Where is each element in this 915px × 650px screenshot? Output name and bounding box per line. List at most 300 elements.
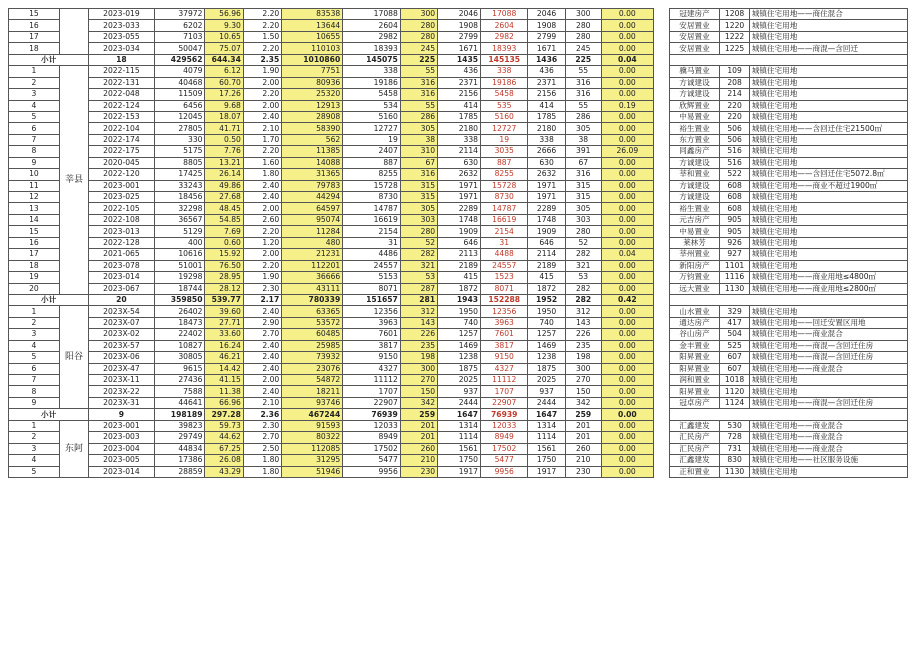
table-cell: 300 bbox=[400, 363, 437, 374]
table-cell: 338 bbox=[481, 66, 528, 77]
subtotal-cell: 1943 bbox=[438, 294, 481, 305]
table-cell: 226 bbox=[565, 329, 601, 340]
subtotal-row bbox=[9, 54, 908, 65]
table-cell: 2371 bbox=[438, 77, 481, 88]
table-cell: 143 bbox=[400, 317, 437, 328]
table-cell: 342 bbox=[565, 397, 601, 408]
table-cell: 51001 bbox=[154, 260, 205, 271]
land-use-cell: 城镇住宅用地——商业混合 bbox=[749, 420, 907, 431]
subtotal-cell: 145075 bbox=[343, 54, 401, 65]
district-cell: 莘县 bbox=[59, 66, 88, 295]
table-cell: 2023-003 bbox=[89, 432, 155, 443]
table-cell: 0.00 bbox=[601, 123, 653, 134]
table-cell: 22907 bbox=[481, 397, 528, 408]
land-use-cell: 城镇住宅用地 bbox=[749, 157, 907, 168]
table-cell: 8071 bbox=[343, 283, 401, 294]
table-cell: 887 bbox=[481, 157, 528, 168]
table-cell: 143 bbox=[565, 317, 601, 328]
table-cell: 64597 bbox=[282, 203, 343, 214]
table-cell: 3963 bbox=[481, 317, 528, 328]
table-cell: 2022-153 bbox=[89, 111, 155, 122]
table-cell: 280 bbox=[400, 226, 437, 237]
table-cell: 2.20 bbox=[243, 89, 281, 100]
developer-cell: 阳昇置业 bbox=[669, 363, 720, 374]
table-row bbox=[9, 375, 908, 386]
table-cell: 38 bbox=[565, 134, 601, 145]
row-index: 12 bbox=[9, 192, 60, 203]
table-cell: 44834 bbox=[154, 443, 205, 454]
table-cell: 2023X-57 bbox=[89, 340, 155, 351]
table-cell: 3817 bbox=[481, 340, 528, 351]
row-index: 1 bbox=[9, 66, 60, 77]
table-cell: 0.00 bbox=[601, 66, 653, 77]
spacer-cell bbox=[653, 249, 669, 260]
table-cell: 36666 bbox=[282, 272, 343, 283]
subtotal-cell: 281 bbox=[400, 294, 437, 305]
table-cell: 2.40 bbox=[243, 111, 281, 122]
table-row bbox=[9, 43, 908, 54]
date-code-cell: 1101 bbox=[720, 260, 749, 271]
table-cell: 1.60 bbox=[243, 157, 281, 168]
row-index: 9 bbox=[9, 397, 60, 408]
table-cell: 630 bbox=[438, 157, 481, 168]
table-cell: 2.40 bbox=[243, 180, 281, 191]
subtotal-label: 小计 bbox=[9, 409, 89, 420]
land-use-cell: 城镇住宅用地——商业混合 bbox=[749, 432, 907, 443]
table-cell: 29749 bbox=[154, 432, 205, 443]
table-cell: 48.45 bbox=[205, 203, 243, 214]
table-cell: 0.00 bbox=[601, 192, 653, 203]
table-cell: 2023X-22 bbox=[89, 386, 155, 397]
row-index: 20 bbox=[9, 283, 60, 294]
table-cell: 41.15 bbox=[205, 375, 243, 386]
table-cell: 305 bbox=[565, 123, 601, 134]
table-cell: 1950 bbox=[528, 306, 565, 317]
table-row bbox=[9, 134, 908, 145]
subtotal-cell: 225 bbox=[565, 54, 601, 65]
table-cell: 19298 bbox=[154, 272, 205, 283]
table-row bbox=[9, 100, 908, 111]
table-cell: 2.40 bbox=[243, 363, 281, 374]
developer-cell: 安居置业 bbox=[669, 31, 720, 42]
spacer-cell bbox=[653, 123, 669, 134]
developer-cell: 汇民房产 bbox=[669, 432, 720, 443]
table-cell: 16.24 bbox=[205, 340, 243, 351]
table-cell: 3817 bbox=[343, 340, 401, 351]
table-cell: 17502 bbox=[481, 443, 528, 454]
table-cell: 2156 bbox=[528, 89, 565, 100]
table-cell: 8949 bbox=[481, 432, 528, 443]
table-cell: 0.00 bbox=[601, 31, 653, 42]
land-use-cell: 城镇住宅用地 bbox=[749, 466, 907, 477]
table-cell: 4488 bbox=[481, 249, 528, 260]
date-code-cell: 1222 bbox=[720, 31, 749, 42]
table-row bbox=[9, 432, 908, 443]
table-row bbox=[9, 66, 908, 77]
land-use-cell: 城镇住宅用地 bbox=[749, 77, 907, 88]
table-cell: 2.40 bbox=[243, 340, 281, 351]
land-use-cell: 城镇住宅用地——商业用地≤2800㎡ bbox=[749, 283, 907, 294]
developer-cell: 金丰置业 bbox=[669, 340, 720, 351]
table-cell: 937 bbox=[438, 386, 481, 397]
table-cell: 2020-045 bbox=[89, 157, 155, 168]
table-cell: 19 bbox=[481, 134, 528, 145]
table-cell: 1707 bbox=[343, 386, 401, 397]
subtotal-cell: 644.34 bbox=[205, 54, 243, 65]
table-cell: 2113 bbox=[438, 249, 481, 260]
spacer-cell bbox=[653, 192, 669, 203]
table-cell: 2.10 bbox=[243, 397, 281, 408]
table-cell: 415 bbox=[438, 272, 481, 283]
table-cell: 9956 bbox=[343, 466, 401, 477]
land-use-cell: 城镇住宅用地 bbox=[749, 237, 907, 248]
table-cell: 112201 bbox=[282, 260, 343, 271]
land-use-cell: 城镇住宅用地 bbox=[749, 375, 907, 386]
row-index: 3 bbox=[9, 329, 60, 340]
table-cell: 260 bbox=[565, 443, 601, 454]
date-code-cell: 927 bbox=[720, 249, 749, 260]
table-cell: 16619 bbox=[481, 214, 528, 225]
table-cell: 2023X-47 bbox=[89, 363, 155, 374]
empty-cell bbox=[669, 54, 907, 65]
table-cell: 2021-065 bbox=[89, 249, 155, 260]
table-cell: 24557 bbox=[343, 260, 401, 271]
date-code-cell: 1208 bbox=[720, 9, 749, 20]
table-cell: 1.90 bbox=[243, 66, 281, 77]
land-use-cell: 城镇住宅用地 bbox=[749, 214, 907, 225]
developer-cell: 通达房产 bbox=[669, 317, 720, 328]
date-code-cell: 608 bbox=[720, 203, 749, 214]
date-code-cell: 1124 bbox=[720, 397, 749, 408]
subtotal-cell: 780339 bbox=[282, 294, 343, 305]
spacer-cell bbox=[653, 214, 669, 225]
table-cell: 0.00 bbox=[601, 317, 653, 328]
table-cell: 210 bbox=[400, 455, 437, 466]
table-cell: 36567 bbox=[154, 214, 205, 225]
row-index: 15 bbox=[9, 226, 60, 237]
table-cell: 11.38 bbox=[205, 386, 243, 397]
table-cell: 315 bbox=[565, 180, 601, 191]
row-index: 4 bbox=[9, 100, 60, 111]
table-cell: 18.07 bbox=[205, 111, 243, 122]
table-cell: 28908 bbox=[282, 111, 343, 122]
row-index: 11 bbox=[9, 180, 60, 191]
table-cell: 0.00 bbox=[601, 306, 653, 317]
subtotal-cell: 76939 bbox=[481, 409, 528, 420]
table-cell: 7.76 bbox=[205, 146, 243, 157]
table-cell: 1748 bbox=[438, 214, 481, 225]
table-cell: 1469 bbox=[438, 340, 481, 351]
table-cell: 2023-001 bbox=[89, 180, 155, 191]
table-cell: 0.00 bbox=[601, 9, 653, 20]
table-cell: 260 bbox=[400, 443, 437, 454]
spacer-cell bbox=[653, 386, 669, 397]
date-code-cell: 220 bbox=[720, 111, 749, 122]
table-cell: 49.86 bbox=[205, 180, 243, 191]
table-cell: 2407 bbox=[343, 146, 401, 157]
table-cell: 80322 bbox=[282, 432, 343, 443]
date-code-cell: 516 bbox=[720, 157, 749, 168]
developer-cell: 安居置业 bbox=[669, 43, 720, 54]
table-cell: 0.04 bbox=[601, 249, 653, 260]
table-cell: 1671 bbox=[528, 43, 565, 54]
table-row bbox=[9, 180, 908, 191]
table-cell: 8255 bbox=[481, 169, 528, 180]
table-cell: 2023-019 bbox=[89, 9, 155, 20]
table-cell: 315 bbox=[400, 180, 437, 191]
district-cell: 阳谷 bbox=[59, 306, 88, 409]
table-cell: 44294 bbox=[282, 192, 343, 203]
table-row bbox=[9, 443, 908, 454]
table-cell: 2.60 bbox=[243, 214, 281, 225]
table-cell: 2025 bbox=[438, 375, 481, 386]
land-use-cell: 城镇住宅用地——社区服务设施 bbox=[749, 455, 907, 466]
spacer-cell bbox=[653, 317, 669, 328]
table-cell: 73932 bbox=[282, 352, 343, 363]
table-cell: 2023-034 bbox=[89, 43, 155, 54]
table-cell: 1909 bbox=[438, 226, 481, 237]
table-cell: 1257 bbox=[438, 329, 481, 340]
table-cell: 286 bbox=[400, 111, 437, 122]
table-cell: 0.00 bbox=[601, 375, 653, 386]
date-code-cell: 1130 bbox=[720, 466, 749, 477]
spacer-cell bbox=[653, 420, 669, 431]
table-row bbox=[9, 386, 908, 397]
table-cell: 316 bbox=[400, 169, 437, 180]
subtotal-label: 小计 bbox=[9, 54, 89, 65]
date-code-cell: 926 bbox=[720, 237, 749, 248]
row-index: 10 bbox=[9, 169, 60, 180]
subtotal-cell: 282 bbox=[565, 294, 601, 305]
table-cell: 2632 bbox=[528, 169, 565, 180]
table-cell: 1748 bbox=[528, 214, 565, 225]
table-cell: 2022-175 bbox=[89, 146, 155, 157]
developer-cell: 裕生置业 bbox=[669, 123, 720, 134]
table-cell: 28.12 bbox=[205, 283, 243, 294]
table-cell: 1971 bbox=[438, 180, 481, 191]
table-cell: 12727 bbox=[481, 123, 528, 134]
spacer-cell bbox=[653, 237, 669, 248]
table-cell: 2.40 bbox=[243, 306, 281, 317]
table-cell: 5477 bbox=[481, 455, 528, 466]
row-index: 13 bbox=[9, 203, 60, 214]
date-code-cell: 905 bbox=[720, 226, 749, 237]
spacer-cell bbox=[653, 432, 669, 443]
table-cell: 8805 bbox=[154, 157, 205, 168]
table-cell: 46.21 bbox=[205, 352, 243, 363]
subtotal-row bbox=[9, 409, 908, 420]
developer-cell: 汇民房产 bbox=[669, 443, 720, 454]
developer-cell: 方诚建设 bbox=[669, 89, 720, 100]
table-cell: 55 bbox=[400, 66, 437, 77]
table-cell: 9956 bbox=[481, 466, 528, 477]
table-cell: 2022-105 bbox=[89, 203, 155, 214]
table-cell: 2604 bbox=[343, 20, 401, 31]
table-cell: 1523 bbox=[481, 272, 528, 283]
table-cell: 1238 bbox=[438, 352, 481, 363]
table-cell: 2.40 bbox=[243, 192, 281, 203]
table-cell: 7601 bbox=[343, 329, 401, 340]
spacer-cell bbox=[653, 226, 669, 237]
table-cell: 14787 bbox=[343, 203, 401, 214]
table-cell: 10.65 bbox=[205, 31, 243, 42]
row-index: 3 bbox=[9, 443, 60, 454]
table-cell: 79783 bbox=[282, 180, 343, 191]
table-cell: 54.85 bbox=[205, 214, 243, 225]
table-cell: 280 bbox=[565, 226, 601, 237]
land-use-cell: 城镇住宅用地 bbox=[749, 192, 907, 203]
table-cell: 2114 bbox=[438, 146, 481, 157]
table-cell: 13644 bbox=[282, 20, 343, 31]
land-use-cell: 城镇住宅用地——商业不超过1900㎡ bbox=[749, 180, 907, 191]
land-use-cell: 城镇住宅用地——商住混合 bbox=[749, 9, 907, 20]
table-cell: 2023-055 bbox=[89, 31, 155, 42]
table-cell: 28859 bbox=[154, 466, 205, 477]
table-cell: 3963 bbox=[343, 317, 401, 328]
developer-cell: 新阳房产 bbox=[669, 260, 720, 271]
table-cell: 316 bbox=[565, 77, 601, 88]
table-cell: 2023-001 bbox=[89, 420, 155, 431]
table-cell: 8255 bbox=[343, 169, 401, 180]
table-cell: 2023X-54 bbox=[89, 306, 155, 317]
subtotal-cell: 1010860 bbox=[282, 54, 343, 65]
developer-cell: 方诚建设 bbox=[669, 157, 720, 168]
row-index: 6 bbox=[9, 123, 60, 134]
land-use-cell: 城镇住宅用地——商业用地≤4800㎡ bbox=[749, 272, 907, 283]
table-cell: 2114 bbox=[528, 249, 565, 260]
table-cell: 67.25 bbox=[205, 443, 243, 454]
land-use-cell: 城镇住宅用地——含回迁住宅21500㎡ bbox=[749, 123, 907, 134]
table-cell: 8949 bbox=[343, 432, 401, 443]
spacer-cell bbox=[653, 352, 669, 363]
land-use-cell: 城镇住宅用地——商混—含回迁住房 bbox=[749, 340, 907, 351]
table-cell: 23076 bbox=[282, 363, 343, 374]
table-cell: 5458 bbox=[343, 89, 401, 100]
table-cell: 12727 bbox=[343, 123, 401, 134]
table-cell: 312 bbox=[565, 306, 601, 317]
table-cell: 150 bbox=[565, 386, 601, 397]
date-code-cell: 329 bbox=[720, 306, 749, 317]
table-cell: 2.30 bbox=[243, 283, 281, 294]
table-row bbox=[9, 226, 908, 237]
table-cell: 55 bbox=[565, 100, 601, 111]
date-code-cell: 607 bbox=[720, 363, 749, 374]
empty-cell bbox=[669, 294, 907, 305]
land-use-cell: 城镇住宅用地 bbox=[749, 260, 907, 271]
table-cell: 2.50 bbox=[243, 443, 281, 454]
table-cell: 50047 bbox=[154, 43, 205, 54]
table-cell: 740 bbox=[438, 317, 481, 328]
table-row bbox=[9, 249, 908, 260]
table-cell: 26.09 bbox=[601, 146, 653, 157]
table-cell: 0.00 bbox=[601, 180, 653, 191]
table-cell: 1469 bbox=[528, 340, 565, 351]
table-cell: 2023-005 bbox=[89, 455, 155, 466]
table-cell: 0.00 bbox=[601, 20, 653, 31]
table-cell: 0.00 bbox=[601, 169, 653, 180]
developer-cell: 方诚建设 bbox=[669, 192, 720, 203]
spacer-cell bbox=[653, 66, 669, 77]
table-cell: 310 bbox=[400, 146, 437, 157]
subtotal-row bbox=[9, 294, 908, 305]
row-index: 14 bbox=[9, 214, 60, 225]
date-code-cell: 506 bbox=[720, 123, 749, 134]
table-cell: 1707 bbox=[481, 386, 528, 397]
table-cell: 338 bbox=[438, 134, 481, 145]
table-cell: 14088 bbox=[282, 157, 343, 168]
developer-cell: 东方置业 bbox=[669, 134, 720, 145]
table-cell: 270 bbox=[400, 375, 437, 386]
date-code-cell: 214 bbox=[720, 89, 749, 100]
table-cell: 18393 bbox=[481, 43, 528, 54]
date-code-cell: 504 bbox=[720, 329, 749, 340]
row-index: 7 bbox=[9, 375, 60, 386]
table-cell: 27436 bbox=[154, 375, 205, 386]
table-cell: 282 bbox=[400, 249, 437, 260]
developer-cell: 山水置业 bbox=[669, 306, 720, 317]
table-cell: 76.50 bbox=[205, 260, 243, 271]
table-cell: 321 bbox=[400, 260, 437, 271]
spacer-cell bbox=[653, 9, 669, 20]
table-cell: 0.00 bbox=[601, 466, 653, 477]
table-cell: 2.00 bbox=[243, 100, 281, 111]
land-use-cell: 城镇住宅用地 bbox=[749, 20, 907, 31]
table-cell: 51946 bbox=[282, 466, 343, 477]
table-cell: 12913 bbox=[282, 100, 343, 111]
table-cell: 55 bbox=[400, 100, 437, 111]
table-cell: 150 bbox=[400, 386, 437, 397]
table-cell: 0.60 bbox=[205, 237, 243, 248]
table-cell: 2025 bbox=[528, 375, 565, 386]
table-cell: 66.96 bbox=[205, 397, 243, 408]
table-cell: 315 bbox=[400, 192, 437, 203]
table-cell: 32298 bbox=[154, 203, 205, 214]
land-use-cell: 城镇住宅用地——商混—含回迁住房 bbox=[749, 352, 907, 363]
date-code-cell: 417 bbox=[720, 317, 749, 328]
table-row bbox=[9, 352, 908, 363]
developer-cell: 谷山房产 bbox=[669, 329, 720, 340]
table-cell: 19186 bbox=[481, 77, 528, 88]
table-cell: 1971 bbox=[438, 192, 481, 203]
table-cell: 210 bbox=[565, 455, 601, 466]
developer-cell: 万钧置业 bbox=[669, 272, 720, 283]
developer-cell: 裕生置业 bbox=[669, 203, 720, 214]
date-code-cell: 1220 bbox=[720, 20, 749, 31]
table-cell: 2023X-02 bbox=[89, 329, 155, 340]
date-code-cell: 608 bbox=[720, 192, 749, 203]
table-cell: 630 bbox=[528, 157, 565, 168]
land-use-cell: 城镇住宅用地 bbox=[749, 111, 907, 122]
subtotal-cell: 259 bbox=[565, 409, 601, 420]
table-cell: 230 bbox=[400, 466, 437, 477]
table-cell: 39823 bbox=[154, 420, 205, 431]
table-cell: 53 bbox=[565, 272, 601, 283]
table-cell: 0.00 bbox=[601, 283, 653, 294]
table-cell: 1785 bbox=[438, 111, 481, 122]
table-cell: 315 bbox=[565, 192, 601, 203]
table-cell: 316 bbox=[400, 89, 437, 100]
developer-cell: 同鑫房产 bbox=[669, 146, 720, 157]
table-cell: 2.20 bbox=[243, 20, 281, 31]
date-code-cell: 109 bbox=[720, 66, 749, 77]
date-code-cell: 516 bbox=[720, 146, 749, 157]
table-cell: 4327 bbox=[481, 363, 528, 374]
land-use-cell: 城镇住宅用地 bbox=[749, 386, 907, 397]
table-cell: 1908 bbox=[438, 20, 481, 31]
spacer-cell bbox=[653, 375, 669, 386]
table-cell: 31365 bbox=[282, 169, 343, 180]
table-cell: 1.20 bbox=[243, 237, 281, 248]
